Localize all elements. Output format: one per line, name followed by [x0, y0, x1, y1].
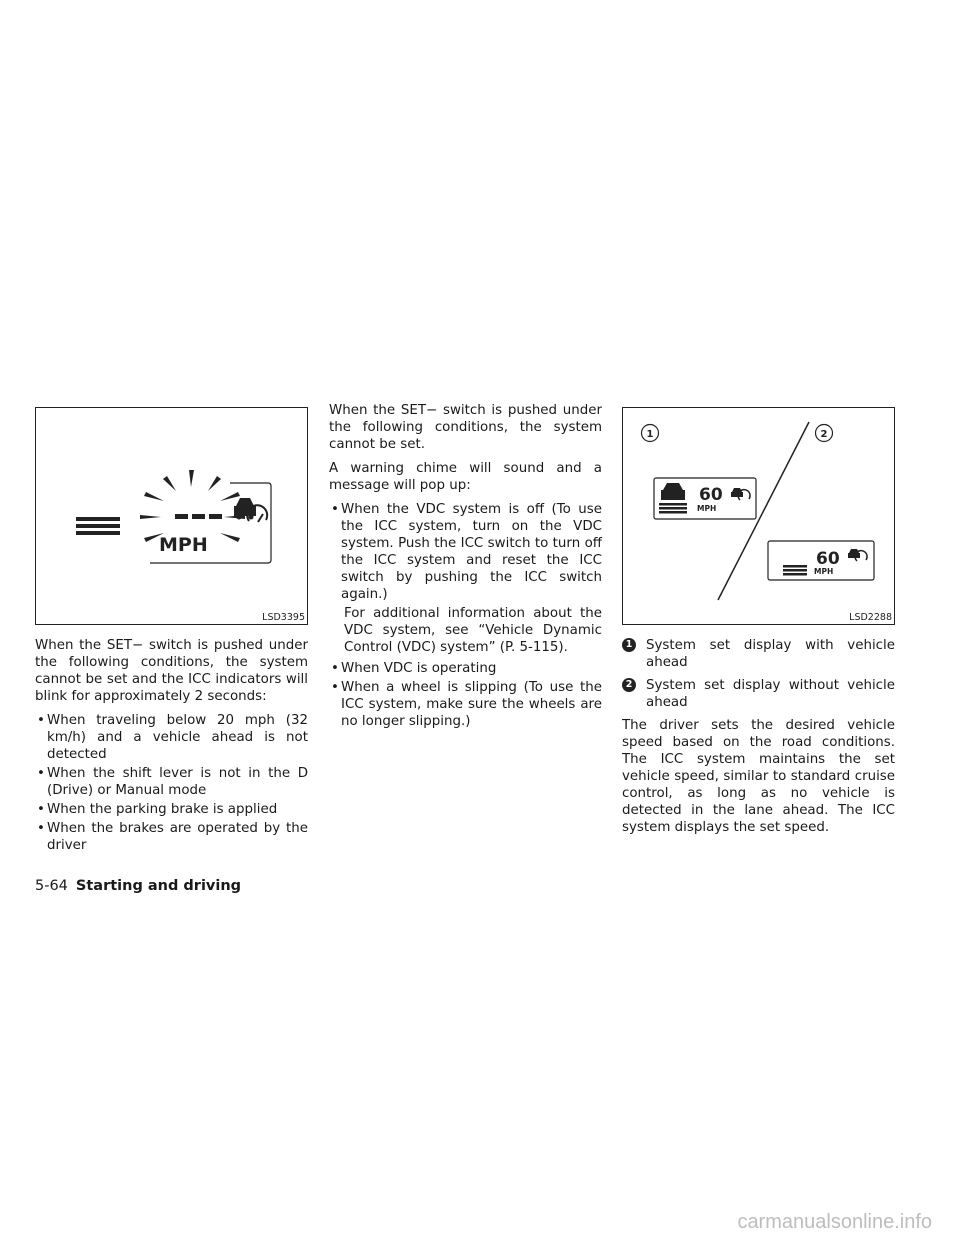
figure-icc-blink [35, 407, 308, 625]
set-speed-2: 60 [816, 549, 840, 569]
caption-number: 2 [622, 678, 636, 692]
icc-car-icon [234, 498, 267, 522]
caption-text: System set display without vehicle ahead [646, 678, 895, 710]
page-number: 5-64 [35, 878, 68, 894]
warning-paragraph: A warning chime will sound and a message will pop up: [329, 461, 602, 493]
list-item: • When the parking brake is applied [35, 801, 308, 818]
reference-note: For additional information about the VDC system, see “Vehicle Dynamic Control (VDC) system” (P. 5-115). [344, 606, 602, 655]
blink-rays-icon [140, 470, 245, 542]
icc-status-icon [731, 488, 750, 500]
blinking-dashes-icon [175, 514, 222, 519]
list-item: • When traveling below 20 mph (32 km/h) and a vehicle ahead is not detected [35, 712, 308, 763]
caption-2 [622, 677, 895, 711]
callout-2-label: 2 [820, 429, 828, 440]
icc-status-icon [848, 549, 867, 561]
callout-1-label: 1 [646, 429, 654, 440]
condition-list [329, 501, 602, 603]
site-watermark: carmanualsonline.info [737, 1211, 932, 1233]
column-left [35, 407, 308, 856]
lane-bars-icon [76, 517, 120, 535]
list-item: • When the brakes are operated by the driver [35, 820, 308, 854]
body-paragraph: The driver sets the desired vehicle speed based on the road conditions. The ICC system maintains the set vehicle speed, similar to standard cruise control, as long as no vehicle is detected in the lane ahead. The ICC system displays the set speed. [622, 718, 895, 835]
caption-1 [622, 637, 895, 671]
figure-code: LSD2288 [849, 612, 892, 623]
figure-code: LSD3395 [262, 612, 305, 623]
unit-text: MPH [159, 534, 208, 556]
caption-number: 1 [622, 638, 636, 652]
condition-list [35, 712, 308, 854]
unit-label-2: MPH [814, 567, 834, 576]
list-item: • When the shift lever is not in the D (Drive) or Manual mode [35, 765, 308, 799]
column-middle [329, 402, 602, 732]
unit-label-1: MPH [697, 504, 717, 513]
list-item: • When the VDC system is off (To use the ICC system, turn on the VDC system. Push the ICC switch to turn off the ICC system and reset the ICC switch by pushing the ICC switch again.) [329, 501, 602, 603]
figure-set-display [622, 407, 895, 625]
page-footer [35, 877, 241, 895]
condition-list [329, 660, 602, 730]
intro-paragraph: When the SET− switch is pushed under the following conditions, the system cannot be set. [329, 403, 602, 452]
list-item: • When a wheel is slipping (To use the ICC system, make sure the wheels are no longer slipping.) [329, 679, 602, 730]
icc-indicator-blink-illustration [36, 408, 307, 624]
list-item: • When VDC is operating [329, 660, 602, 677]
lane-bars-icon [783, 565, 807, 576]
set-display-illustration [623, 408, 894, 624]
section-title: Starting and driving [75, 878, 242, 894]
set-speed-1: 60 [699, 485, 723, 505]
vehicle-ahead-icon [659, 483, 687, 514]
intro-paragraph: When the SET− switch is pushed under the following conditions, the system cannot be set and the ICC indicators will blink for approximately 2 seconds: [35, 638, 308, 704]
column-right [622, 407, 895, 843]
caption-text: System set display with vehicle ahead [646, 638, 895, 670]
